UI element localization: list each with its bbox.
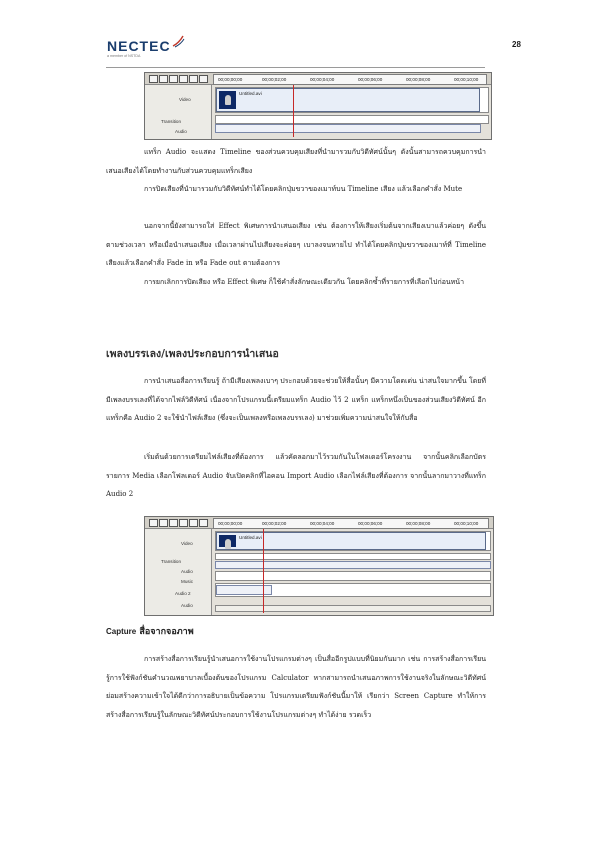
audio-waveform[interactable]: [215, 561, 491, 569]
timecode: 00;00;08;00: [406, 521, 431, 526]
timeline-screenshot-1: [144, 72, 492, 140]
toolbar-icon: [169, 75, 178, 83]
paragraph: นอกจากนี้ยังสามารถใส่ Effect พิเศษการนำเสนอเสียง เช่น ต้องการให้เสียงเริ่มต้นจากเสียงเบาแล้วค่อยๆ ดังขึ้นตามช่วงเวลา หรือเมื่อนำเสนอเสียง เมื่อเวลาผ่านไปเสียงจะค่อยๆ เบาลงจนหายไป ทำได้โดยคลิกปุ่มขวาของเมาท์ที่ Timeline เสียงแล้วเลือกคำสั่ง Fade in หรือ Fade out ตามต้องการ: [106, 222, 486, 267]
toolbar-icon: [199, 519, 208, 527]
timecode: 00;00;04;00: [310, 521, 335, 526]
logo-tagline: a member of NSTDA: [107, 54, 141, 58]
timeline-scrollbar[interactable]: [215, 605, 491, 612]
timecode: 00;00;02;00: [262, 521, 287, 526]
timeline-toolbar: [145, 517, 493, 529]
time-ruler: [213, 518, 489, 529]
transition-track[interactable]: [215, 553, 491, 560]
video-clip[interactable]: [216, 88, 480, 112]
toolbar-icon: [159, 519, 168, 527]
track-label-audio: Audio: [181, 569, 193, 574]
timecode: 00;00;00;00: [218, 77, 243, 82]
logo-arc-icon: [171, 34, 185, 48]
track-label-transition: Transition: [161, 119, 181, 124]
track-label-column: [145, 529, 212, 615]
toolbar-icon: [189, 519, 198, 527]
toolbar-icon: [199, 75, 208, 83]
logo-text: NECTEC: [107, 38, 171, 54]
music-track[interactable]: [215, 571, 491, 581]
page-number: 28: [512, 40, 521, 49]
timeline-toolbar: [145, 73, 491, 85]
capture-heading-en: Capture: [106, 627, 137, 636]
paragraph: เริ่มต้นด้วยการเตรียมไฟล์เสียงที่ต้องการ แล้วคัดลอกมาไว้รวมกันในโฟลเดอร์โครงงาน จากนั้นคลิกเลือกบัตรรายการ Media เลือกโฟลเดอร์ Audio จับเปิดคลิกที่ไอคอน Import Audio เลือกไฟล์เสียงที่ต้องการ จากนั้นลากมาวางที่แทร็ก Audio 2: [106, 453, 486, 498]
timecode: 00;00;06;00: [358, 521, 383, 526]
playhead[interactable]: [293, 85, 294, 137]
clip-name: Untitled.avi: [239, 91, 262, 96]
track-label-audio-extra: Audio: [181, 603, 193, 608]
time-ruler: [213, 74, 487, 85]
clip-name: Untitled.avi: [239, 535, 262, 540]
timecode: 00;00;06;00: [358, 77, 383, 82]
track-label-music: Music: [181, 579, 193, 584]
header-divider: [106, 67, 485, 68]
audio-2-track[interactable]: [215, 583, 491, 597]
track-label-transition: Transition: [161, 559, 181, 564]
capture-heading: [106, 624, 194, 638]
capture-heading-th: สื่อจากจอภาพ: [136, 627, 194, 637]
track-label-video: Video: [181, 541, 193, 546]
toolbar-icon: [179, 75, 188, 83]
timecode: 00;00;10;00: [454, 77, 479, 82]
toolbar-icon: [149, 75, 158, 83]
track-label-column: [145, 85, 212, 139]
section-heading: เพลงบรรเลง/เพลงประกอบการนำเสนอ: [106, 348, 279, 360]
toolbar-icon: [189, 75, 198, 83]
video-track[interactable]: [215, 531, 491, 551]
toolbar-icon: [149, 519, 158, 527]
paragraph: การยกเลิกการปิดเสียง หรือ Effect พิเศษ ก็ใช้คำสั่งลักษณะเดียวกัน โดยคลิกซ้ำที่รายการที่เลือกไปก่อนหน้า: [144, 278, 465, 286]
video-thumbnail: [219, 91, 236, 109]
timeline-screenshot-2: [144, 516, 494, 616]
nectec-logo: [107, 38, 187, 64]
paragraph: แทร็ก Audio จะแสดง Timeline ของส่วนควบคุมเสียงที่นำมารวมกับวิดีทัศน์นั้นๆ ดังนั้นสามารถควบคุมการนำเสนอเสียงได้โดยทำงานกับส่วนควบคุมแทร็กเสียง: [106, 148, 486, 175]
track-label-video: Video: [179, 97, 191, 102]
paragraph: การนำเสนอสื่อการเรียนรู้ ถ้ามีเสียงเพลงเบาๆ ประกอบด้วยจะช่วยให้สื่อนั้นๆ มีความโดดเด่น น่าสนใจมากขึ้น โดยที่มีเพลงบรรเลงที่ได้จากไฟล์วิดีทัศน์ เนื่องจากโปรแกรมนี้เตรียมแทร็ก Audio ไว้ 2 แทร็ก แทร็กหนึ่งเป็นของส่วนเสียงวิดีทัศน์ อีกแทร็กคือ Audio 2 จะใช้นำไฟล์เสียง (ซึ่งจะเป็นเพลงหรือเพลงบรรเลง) มาช่วยเพิ่มความน่าสนใจให้กับสื่อ: [106, 377, 486, 422]
track-label-audio-2: Audio 2: [175, 591, 191, 596]
playhead[interactable]: [263, 529, 264, 613]
timecode: 00;00;08;00: [406, 77, 431, 82]
video-thumbnail: [219, 535, 236, 547]
track-label-audio: Audio: [175, 129, 187, 134]
audio-waveform[interactable]: [215, 124, 481, 133]
transition-track[interactable]: [215, 115, 489, 124]
paragraph: การสร้างสื่อการเรียนรู้นำเสนอการใช้งานโปรแกรมต่างๆ เป็นสื่ออีกรูปแบบที่นิยมกันมาก เช่น การสร้างสื่อการเรียนรู้การใช้ฟังก์ชันคำนวณพยาบาลเบื้องต้นของโปรแกรม Calculator หากสามารถนำเสนอภาพการใช้งานจริงในลักษณะวิดีทัศน์ย่อมสร้างความเข้าใจได้ดีกว่าการอธิบายเป็นข้อความ โปรแกรมเตรียมฟังก์ชันนี้มาให้ เรียกว่า Screen Capture ทำให้การสร้างสื่อการเรียนรู้ในลักษณะวิดีทัศน์ประกอบการใช้งานโปรแกรมต่างๆ ทำได้ง่าย รวดเร็ว: [106, 655, 486, 719]
timecode: 00;00;02;00: [262, 77, 287, 82]
video-clip[interactable]: [216, 532, 486, 550]
timecode: 00;00;04;00: [310, 77, 335, 82]
timecode: 00;00;00;00: [218, 521, 243, 526]
toolbar-icon: [179, 519, 188, 527]
toolbar-icon: [159, 75, 168, 83]
timecode: 00;00;10;00: [454, 521, 479, 526]
video-track[interactable]: [215, 87, 489, 113]
toolbar-icon: [169, 519, 178, 527]
paragraph: การปิดเสียงที่นำมารวมกับวิดีทัศน์ทำได้โดยคลิกปุ่มขวาของเมาท์บน Timeline เสียง แล้วเลือกคำสั่ง Mute: [144, 185, 463, 193]
